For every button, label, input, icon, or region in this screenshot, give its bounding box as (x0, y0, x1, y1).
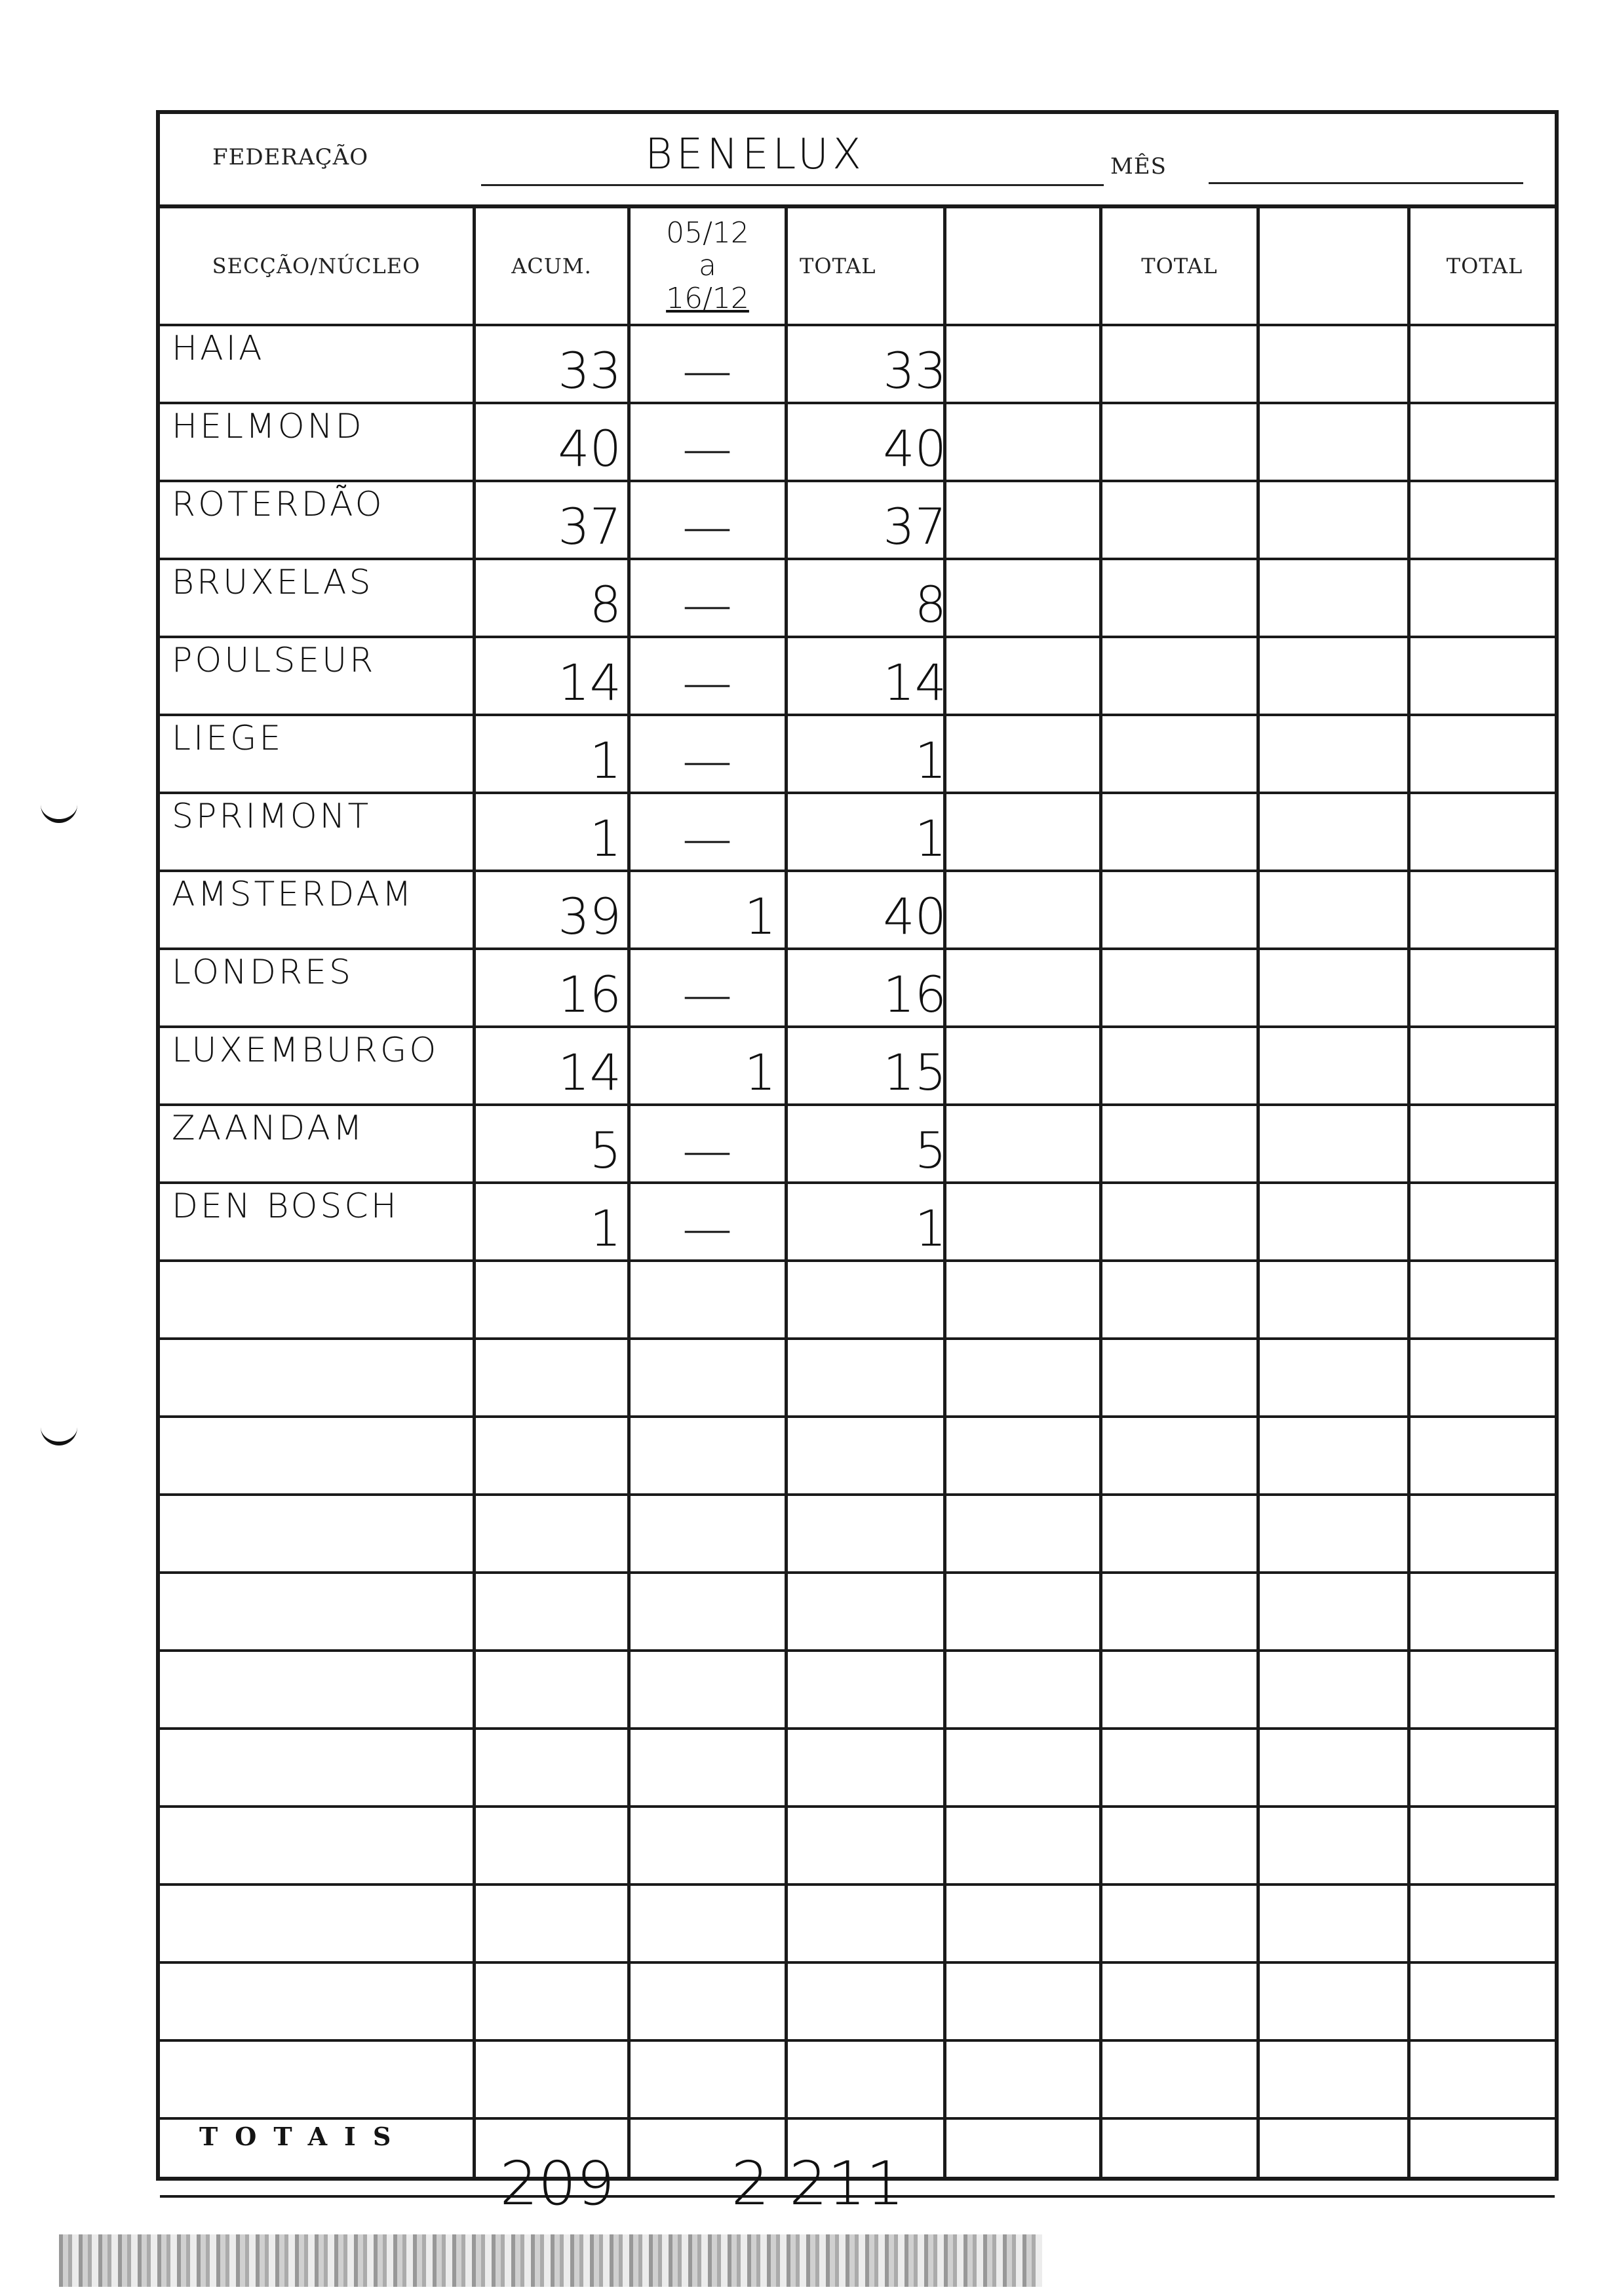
seccao-name: LUXEMBURGO (172, 1031, 439, 1070)
seccao-name: HELMOND (172, 407, 364, 446)
seccao-name: BRUXELAS (172, 563, 374, 602)
seccao-name: LONDRES (172, 953, 353, 992)
table-grid (160, 208, 1555, 2219)
acum-value: 1 (589, 809, 621, 868)
seccao-name: ROTERDÃO (172, 485, 385, 524)
row-divider (160, 1415, 1555, 1418)
header-acum: ACUM. (511, 254, 592, 278)
totals-label: TOTAIS (199, 2122, 408, 2151)
row-divider (160, 1571, 1555, 1574)
total-value: 15 (883, 1043, 946, 1101)
period-to: 16/12 (666, 282, 749, 315)
period-value: — (682, 419, 732, 478)
header-total-2: TOTAL (1141, 254, 1218, 278)
period-from: 05/12 (666, 216, 749, 250)
total-value: 40 (883, 887, 946, 946)
table-row (160, 326, 1555, 404)
row-divider (160, 1337, 1555, 1340)
period-value: — (682, 965, 732, 1024)
total-value: 33 (883, 341, 946, 400)
acum-value: 8 (589, 575, 621, 634)
acum-value: 1 (589, 1199, 621, 1257)
row-divider (160, 2039, 1555, 2042)
seccao-name: SPRIMONT (172, 797, 372, 836)
table-row (160, 560, 1555, 638)
header-period (631, 208, 785, 324)
row-divider (160, 1961, 1555, 1964)
seccao-name: AMSTERDAM (172, 875, 414, 914)
period-value: — (682, 497, 732, 556)
header-total-3: TOTAL (1446, 254, 1523, 278)
acum-value: 14 (558, 653, 621, 712)
period-value: — (682, 575, 732, 634)
period-value: — (682, 809, 732, 868)
seccao-name: HAIA (172, 329, 265, 368)
table-row (160, 794, 1555, 872)
seccao-name: ZAANDAM (172, 1109, 365, 1148)
period-value: — (682, 653, 732, 712)
row-divider (160, 1493, 1555, 1496)
punch-hole-mark (41, 793, 77, 823)
acum-value: 39 (558, 887, 621, 946)
acum-value: 33 (558, 341, 621, 400)
total-value: 8 (914, 575, 946, 634)
mes-label: MÊS (1110, 153, 1167, 180)
punch-hole-mark (41, 1415, 77, 1445)
seccao-name: DEN BOSCH (172, 1187, 399, 1226)
row-divider (160, 1883, 1555, 1886)
seccao-name: POULSEUR (172, 641, 376, 680)
header-seccao: SECÇÃO/NÚCLEO (212, 254, 421, 278)
scan-smudge (59, 2234, 1042, 2287)
period-value: — (682, 1121, 732, 1179)
table-row (160, 716, 1555, 794)
period-value: 1 (744, 1043, 776, 1101)
form-header (160, 114, 1555, 208)
total-value: 5 (914, 1121, 946, 1179)
federacao-label: FEDERAÇÃO (212, 144, 369, 170)
acum-value: 40 (558, 419, 621, 478)
period-value: — (682, 1199, 732, 1257)
period-value: — (682, 731, 732, 790)
totals-total: 211 (789, 2149, 905, 2219)
table-row (160, 1028, 1555, 1106)
table-row (160, 872, 1555, 950)
tally-form (156, 110, 1559, 2219)
period-value: — (682, 341, 732, 400)
table-row (160, 1184, 1555, 1262)
table-row (160, 638, 1555, 716)
seccao-name: LIEGE (172, 719, 284, 758)
total-value: 14 (883, 653, 946, 712)
total-value: 1 (914, 731, 946, 790)
table-row (160, 950, 1555, 1028)
table-row (160, 482, 1555, 560)
table-row (160, 404, 1555, 482)
acum-value: 14 (558, 1043, 621, 1101)
total-value: 16 (883, 965, 946, 1024)
acum-value: 1 (589, 731, 621, 790)
row-divider (160, 1805, 1555, 1808)
period-value: 1 (744, 887, 776, 946)
total-value: 37 (883, 497, 946, 556)
total-value: 40 (883, 419, 946, 478)
federacao-field[interactable]: BENELUX (481, 127, 1104, 186)
mes-field[interactable] (1209, 182, 1523, 184)
header-total-1: TOTAL (800, 254, 876, 278)
row-divider (160, 2117, 1555, 2120)
period-separator: a (699, 249, 716, 282)
table-row (160, 1106, 1555, 1184)
totals-acum: 209 (499, 2149, 615, 2219)
row-divider (160, 1649, 1555, 1652)
acum-value: 16 (558, 965, 621, 1024)
acum-value: 5 (589, 1121, 621, 1179)
row-divider (160, 1727, 1555, 1730)
totals-period: 2 (731, 2149, 769, 2219)
total-value: 1 (914, 1199, 946, 1257)
total-value: 1 (914, 809, 946, 868)
acum-value: 37 (558, 497, 621, 556)
